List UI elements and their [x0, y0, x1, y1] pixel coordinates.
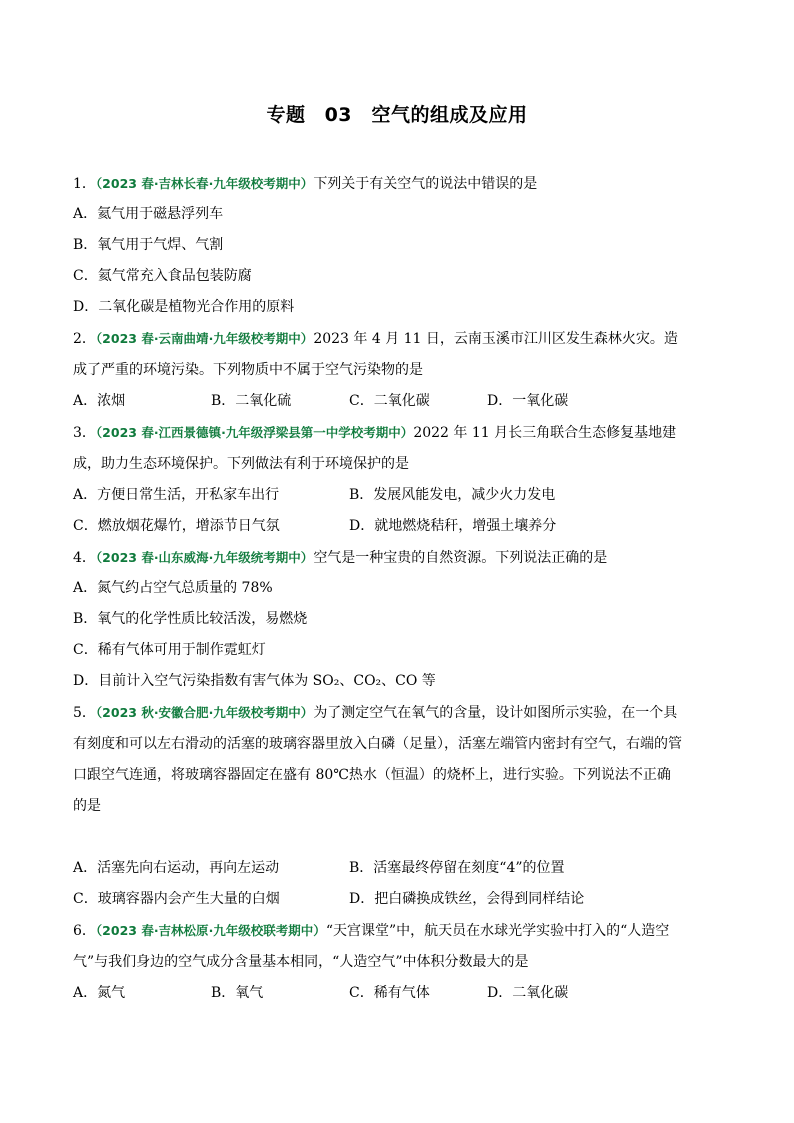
option-a: A．氮气: [73, 985, 126, 1001]
options-row: [73, 853, 683, 884]
option-a: A．氮气约占空气总质量的 78%: [73, 580, 273, 596]
question-4: [73, 542, 683, 697]
options-row: [73, 511, 683, 542]
option-d: D．二氧化碳: [487, 985, 569, 1001]
option-d: D．一氧化碳: [487, 393, 569, 409]
option-a: A．浓烟: [73, 393, 126, 409]
option-c: C．玻璃容器内会产生大量的白烟: [73, 891, 280, 907]
option-a: A．氦气用于磁悬浮列车: [73, 206, 224, 222]
question-number: 2．: [73, 331, 96, 347]
question-5: [73, 697, 683, 915]
option-b: B．氧气用于气焊、气割: [73, 237, 224, 253]
option-c: C．燃放烟花爆竹，增添节日气氛: [73, 518, 280, 534]
question-1: [73, 168, 683, 323]
question-number: 6．: [73, 923, 96, 939]
option-b: B．氧气的化学性质比较活泼，易燃烧: [73, 611, 308, 627]
question-stem: 2022 年 11 月长三角联合生态修复基地建成，助力生态环境保护。下列做法有利于环境保护的是: [73, 425, 677, 472]
question-source-tag: （2023 春·江西景德镇·九年级浮梁县第一中学校考期中）: [95, 425, 414, 440]
option-d: D．目前计入空气污染指数有害气体为 SO₂、CO₂、CO 等: [73, 673, 436, 689]
option-b: B．活塞最终停留在刻度“4”的位置: [349, 860, 565, 876]
question-stem: 下列关于有关空气的说法中错误的是: [313, 176, 538, 192]
option-b: B．氧气: [211, 985, 264, 1001]
question-stem: 空气是一种宝贵的自然资源。下列说法正确的是: [313, 550, 608, 566]
option-a: A．方便日常生活，开私家车出行: [73, 487, 280, 503]
figure-space: [73, 822, 683, 853]
question-number: 4．: [73, 550, 96, 566]
option-c: C．稀有气体: [349, 985, 430, 1001]
option-c: C．二氧化碳: [349, 393, 430, 409]
option-d: D．就地燃烧秸秆，增强土壤养分: [349, 518, 557, 534]
question-6: [73, 915, 683, 1009]
question-source-tag: （2023 春·山东威海·九年级统考期中）: [95, 550, 314, 565]
question-stem: 为了测定空气在氧气的含量，设计如图所示实验，在一个具有刻度和可以左右滑动的活塞的玻璃容器里放入白磷（足量），活塞左端管内密封有空气，右端的管口跟空气连通，将玻璃容器固定在盛有 80℃热水（恒温）的烧杯上，进行实验。下列说法不正确的是: [73, 705, 682, 814]
question-2: [73, 323, 683, 417]
question-source-tag: （2023 秋·安徽合肥·九年级校考期中）: [95, 705, 314, 720]
option-a: A．活塞先向右运动，再向左运动: [73, 860, 280, 876]
options-row: [73, 386, 683, 417]
question-stem: “天宫课堂”中，航天员在水球光学实验中打入的“人造空气”与我们身边的空气成分含量基本相同，“人造空气”中体积分数最大的是: [73, 923, 670, 970]
options-row: [73, 978, 683, 1009]
option-c: C．氦气常充入食品包装防腐: [73, 268, 252, 284]
option-c: C．稀有气体可用于制作霓虹灯: [73, 642, 266, 658]
question-source-tag: （2023 春·云南曲靖·九年级校考期中）: [95, 331, 314, 346]
page-title: 专题 03 空气的组成及应用: [266, 104, 528, 126]
question-stem: 2023 年 4 月 11 日，云南玉溪市江川区发生森林火灾。造成了严重的环境污染。下列物质中不属于空气污染物的是: [73, 331, 678, 378]
options-row: [73, 480, 683, 511]
options-row: [73, 884, 683, 915]
question-source-tag: （2023 春·吉林松原·九年级校联考期中）: [95, 923, 326, 938]
question-number: 1．: [73, 176, 96, 192]
question-list: [73, 168, 683, 1009]
question-number: 3．: [73, 425, 96, 441]
option-b: B．发展风能发电，减少火力发电: [349, 487, 556, 503]
question-source-tag: （2023 春·吉林长春·九年级校考期中）: [95, 176, 314, 191]
question-3: [73, 417, 683, 542]
question-number: 5．: [73, 705, 96, 721]
option-b: B．二氧化硫: [211, 393, 292, 409]
option-d: D．二氧化碳是植物光合作用的原料: [73, 299, 295, 315]
option-d: D．把白磷换成铁丝，会得到同样结论: [349, 891, 585, 907]
